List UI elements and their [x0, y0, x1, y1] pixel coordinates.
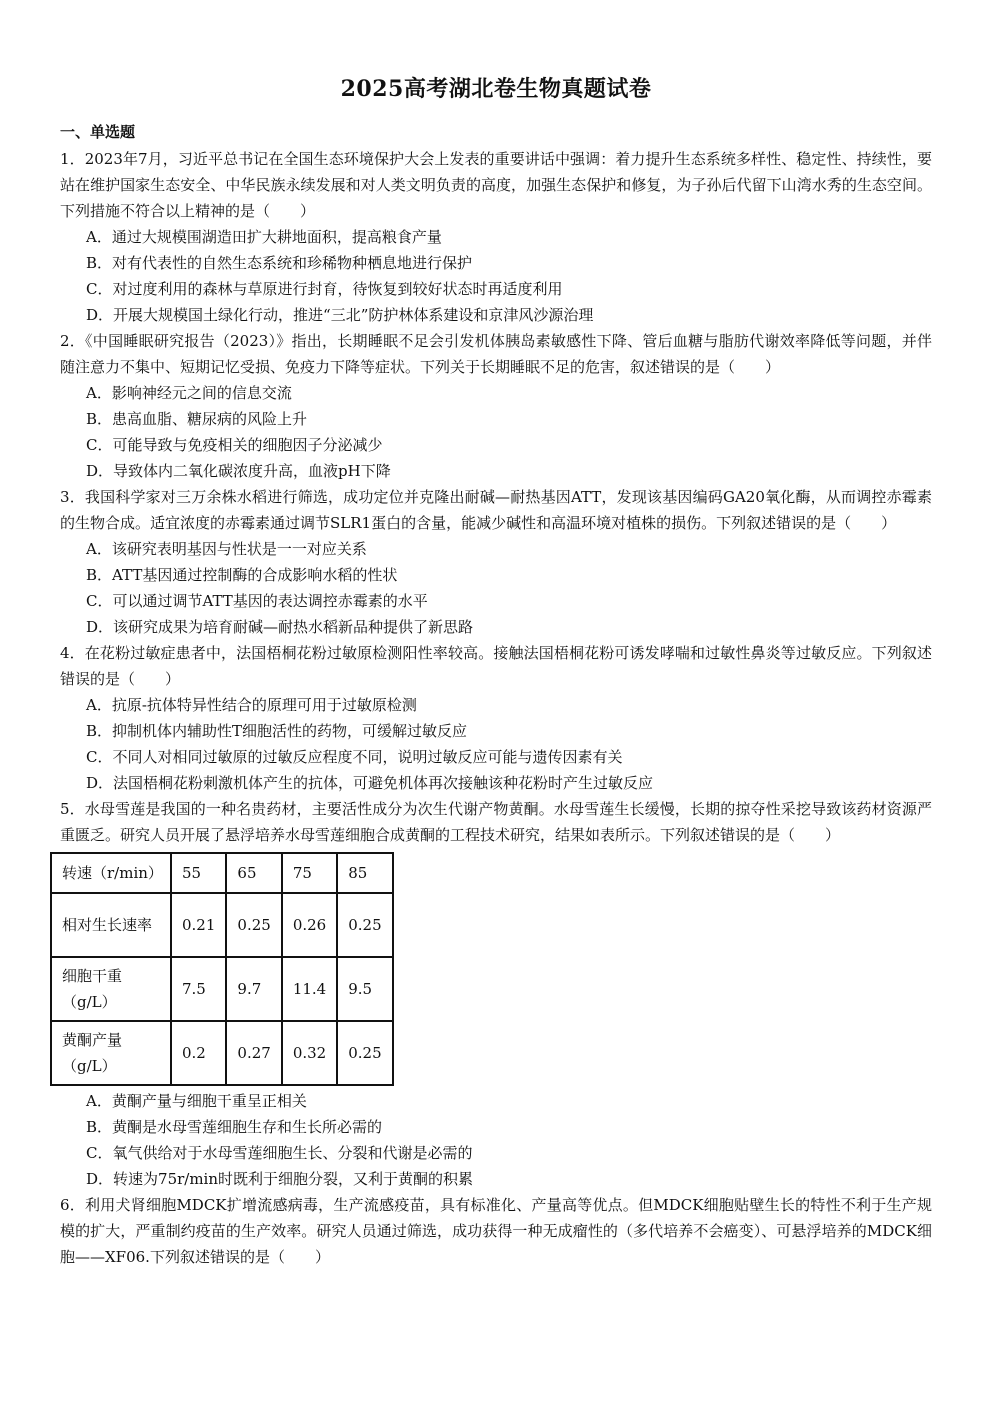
option-b: B．ATT基因通过控制酶的合成影响水稻的性状	[86, 566, 398, 584]
option-c: C．不同人对相同过敏原的过敏反应程度不同，说明过敏反应可能与遗传因素有关	[86, 748, 623, 766]
section-title: 一、单选题	[60, 123, 136, 141]
option-d: D．法国梧桐花粉刺激机体产生的抗体，可避免机体再次接触该种花粉时产生过敏反应	[86, 774, 654, 792]
row-header: 黄酮产量（g/L）	[51, 1021, 171, 1085]
question-stem: 1．2023年7月，习近平总书记在全国生态环境保护大会上发表的重要讲话中强调：着力提升生态系统多样性、稳定性、持续性，要站在维护国家生态安全、中华民族永续发展和对人类文明负责的高度，加强生态保护和修复，为子孙后代留下山湾水秀的生态空间。下列措施不符合以上精神的是（ ）	[60, 150, 932, 220]
table-cell: 0.26	[282, 893, 337, 957]
table-cell: 7.5	[171, 957, 226, 1021]
question-stem: 2．《中国睡眠研究报告（2023）》指出，长期睡眠不足会引发机体胰岛素敏感性下降、管后血糖与脂肪代谢效率降低等问题，并伴随注意力不集中、短期记忆受损、免疫力下降等症状。下列关于长期睡眠不足的危害，叙述错误的是（ ）	[60, 332, 932, 376]
option-b: B．抑制机体内辅助性T细胞活性的药物，可缓解过敏反应	[86, 722, 468, 740]
option-d: D．开展大规模国土绿化行动，推进“三北”防护林体系建设和京津风沙源治理	[86, 306, 594, 324]
table-cell: 55	[171, 853, 226, 893]
table-cell: 0.2	[171, 1021, 226, 1085]
option-a: A．影响神经元之间的信息交流	[86, 384, 292, 402]
option-d: D．该研究成果为培育耐碱—耐热水稻新品种提供了新思路	[86, 618, 474, 636]
option-a: A．通过大规模围湖造田扩大耕地面积，提高粮食产量	[86, 228, 442, 246]
table-cell: 0.32	[282, 1021, 337, 1085]
table-cell: 11.4	[282, 957, 337, 1021]
table-cell: 65	[226, 853, 281, 893]
option-a: A．抗原-抗体特异性结合的原理可用于过敏原检测	[86, 696, 417, 714]
table-row	[51, 853, 393, 893]
row-header: 转速（r/min）	[51, 853, 171, 893]
question-2	[60, 328, 932, 484]
table-cell: 9.5	[337, 957, 392, 1021]
table-cell: 0.25	[226, 893, 281, 957]
row-header: 细胞干重（g/L）	[51, 957, 171, 1021]
option-c: C．氧气供给对于水母雪莲细胞生长、分裂和代谢是必需的	[86, 1144, 473, 1162]
question-4	[60, 640, 932, 796]
results-table	[50, 852, 394, 1086]
table-cell: 75	[282, 853, 337, 893]
option-b: B．黄酮是水母雪莲细胞生存和生长所必需的	[86, 1118, 383, 1136]
table-row	[51, 957, 393, 1021]
option-a: A．该研究表明基因与性状是一一对应关系	[86, 540, 367, 558]
option-c: C．可能导致与免疫相关的细胞因子分泌减少	[86, 436, 383, 454]
question-1	[60, 146, 932, 328]
table-cell: 0.25	[337, 893, 392, 957]
option-d: D．转速为75r/min时既利于细胞分裂，又利于黄酮的积累	[86, 1170, 474, 1188]
option-d: D．导致体内二氧化碳浓度升高，血液pH下降	[86, 462, 391, 480]
table-cell: 85	[337, 853, 392, 893]
question-stem: 6．利用犬肾细胞MDCK扩增流感病毒，生产流感疫苗，具有标准化、产量高等优点。但MDCK细胞贴壁生长的特性不利于生产规模的扩大，严重制约疫苗的生产效率。研究人员通过筛选，成功获得一种无成瘤性的（多代培养不会癌变）、可悬浮培养的MDCK细胞——XF06.下列叙述错误的是（ ）	[60, 1196, 932, 1266]
question-stem: 5．水母雪莲是我国的一种名贵药材，主要活性成分为次生代谢产物黄酮。水母雪莲生长缓慢，长期的掠夺性采挖导致该药材资源严重匮乏。研究人员开展了悬浮培养水母雪莲细胞合成黄酮的工程技术研究，结果如表所示。下列叙述错误的是（ ）	[60, 800, 932, 844]
row-header: 相对生长速率	[51, 893, 171, 957]
question-6	[60, 1192, 932, 1270]
table-cell: 0.21	[171, 893, 226, 957]
doc-title: 2025高考湖北卷生物真题试卷	[340, 76, 652, 102]
table-row	[51, 1021, 393, 1085]
option-c: C．可以通过调节ATT基因的表达调控赤霉素的水平	[86, 592, 428, 610]
question-5	[60, 796, 932, 1192]
table-cell: 0.25	[337, 1021, 392, 1085]
table-row	[51, 893, 393, 957]
question-stem: 3．我国科学家对三万余株水稻进行筛选，成功定位并克隆出耐碱—耐热基因ATT，发现该基因编码GA20氧化酶，从而调控赤霉素的生物合成。适宜浓度的赤霉素通过调节SLR1蛋白的含量，能减少碱性和高温环境对植株的损伤。下列叙述错误的是（ ）	[60, 488, 932, 532]
option-b: B．对有代表性的自然生态系统和珍稀物种栖息地进行保护	[86, 254, 473, 272]
table-cell: 9.7	[226, 957, 281, 1021]
option-c: C．对过度利用的森林与草原进行封育，待恢复到较好状态时再适度利用	[86, 280, 563, 298]
question-3	[60, 484, 932, 640]
question-stem: 4．在花粉过敏症患者中，法国梧桐花粉过敏原检测阳性率较高。接触法国梧桐花粉可诱发哮喘和过敏性鼻炎等过敏反应。下列叙述错误的是（ ）	[60, 644, 932, 688]
option-a: A．黄酮产量与细胞干重呈正相关	[86, 1092, 307, 1110]
table-cell: 0.27	[226, 1021, 281, 1085]
option-b: B．患高血脂、糖尿病的风险上升	[86, 410, 308, 428]
